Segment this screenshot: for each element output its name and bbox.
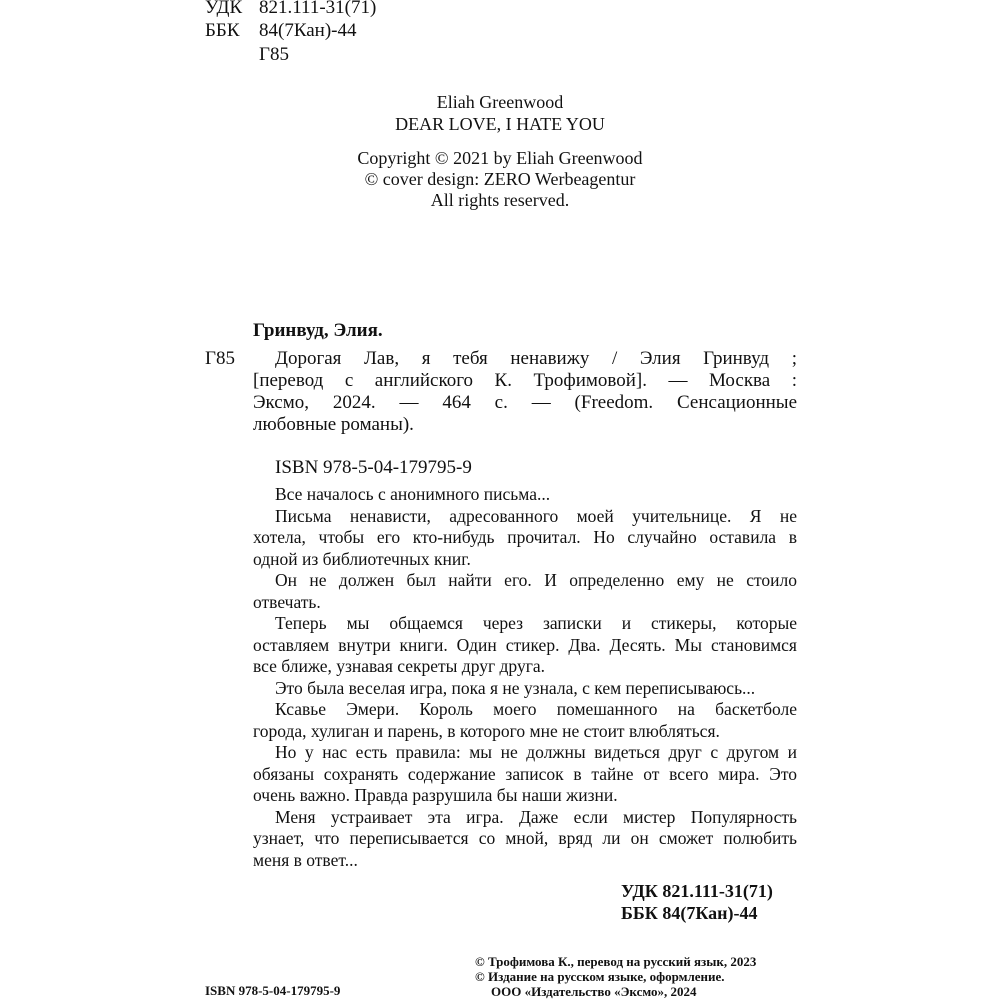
original-rights: All rights reserved. <box>430 190 570 210</box>
original-cover: © cover design: ZERO Werbeagentur <box>364 169 636 189</box>
catalog-line: Эксмо, 2024. — 464 с. — (Freedom. Сенсационные <box>253 392 797 413</box>
annotation-line: очень важно. Правда разрушила бы наши жизни. <box>253 785 618 805</box>
udk-value: 821.111-31(71) <box>259 0 377 18</box>
annotation-line: обязаны сохранять содержание записок в тайне от всего мира. Это <box>253 763 797 784</box>
bbk-line <box>205 20 357 42</box>
bottom-udk: УДК 821.111-31(71) <box>621 881 773 901</box>
author-mark: Г85 <box>259 44 289 65</box>
original-title: DEAR LOVE, I HATE YOU <box>395 114 605 134</box>
catalog-heading: Гринвуд, Элия. <box>253 320 383 341</box>
annotation-line: узнает, что переписывается со мной, вряд ли он сможет полюбить <box>253 828 797 848</box>
annotation-line: Он не должен был найти его. И определенно ему не стоило <box>275 570 797 590</box>
annotation-line: города, хулиган и парень, в которого мне не стоит влюбляться. <box>253 720 720 741</box>
annotation-line: Теперь мы общаемся через записки и стикеры, которые <box>275 613 797 633</box>
annotation-line: оставляем внутри книги. Один стикер. Два. Десять. Мы становимся <box>253 634 797 655</box>
catalog-line: [перевод с английского К. Трофимовой]. — Москва : <box>253 370 797 391</box>
catalog-description <box>253 348 797 436</box>
annotation-line: меня в ответ... <box>253 849 358 870</box>
bottom-bbk: ББК 84(7Кан)-44 <box>621 903 758 923</box>
footer-copyright-3: ООО «Издательство «Эксмо», 2024 <box>491 984 697 999</box>
bbk-value: 84(7Кан)-44 <box>259 20 357 41</box>
annotation-line: Письма ненависти, адресованного моей учительнице. Я не <box>275 505 797 526</box>
annotation-line: Все началось с анонимного письма... <box>275 484 551 504</box>
catalog-isbn: ISBN 978-5-04-179795-9 <box>275 457 472 478</box>
catalog-line: Дорогая Лав, я тебя ненавижу / Элия Гринвуд ; <box>275 348 797 369</box>
annotation-line: отвечать. <box>253 591 321 612</box>
footer-copyright-1: © Трофимова К., перевод на русский язык, 2023 <box>475 954 757 969</box>
original-author: Eliah Greenwood <box>436 92 564 112</box>
udk-line <box>205 0 376 19</box>
annotation-line: Ксавье Эмери. Король моего помешанного на баскетболе <box>275 699 797 719</box>
original-copyright: Copyright © 2021 by Eliah Greenwood <box>357 148 643 168</box>
annotation <box>253 484 797 871</box>
udk-label: УДК <box>205 0 243 18</box>
footer-isbn: ISBN 978-5-04-179795-9 <box>205 983 341 998</box>
catalog-line: любовные романы). <box>253 414 414 435</box>
footer-copyright-2: © Издание на русском языке, оформление. <box>475 969 725 984</box>
annotation-line: хотела, чтобы его кто-нибудь прочитал. Но случайно оставила в <box>253 527 797 547</box>
annotation-line: Меня устраивает эта игра. Даже если мистер Популярность <box>275 806 797 827</box>
annotation-line: Но у нас есть правила: мы не должны видеться друг с другом и <box>275 742 797 762</box>
catalog-mark: Г85 <box>205 348 235 369</box>
annotation-line: Это была веселая игра, пока я не узнала, с кем переписываюсь... <box>275 677 756 698</box>
annotation-line: все ближе, узнавая секреты друг друга. <box>253 656 546 676</box>
annotation-line: одной из библиотечных книг. <box>253 548 471 569</box>
bbk-label: ББК <box>205 20 240 41</box>
